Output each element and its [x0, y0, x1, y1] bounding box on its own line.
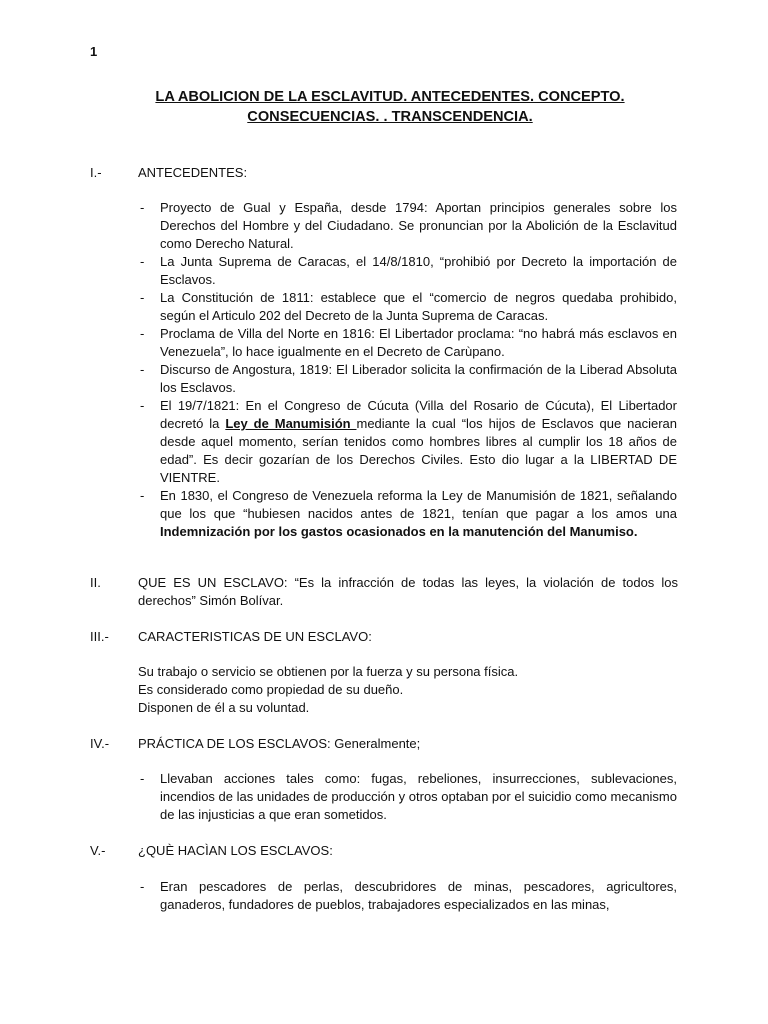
- section-number: III.-: [90, 629, 109, 644]
- section-text: QUE ES UN ESCLAVO: “Es la infracción de todas las leyes, la violación de todos los derechos” Simón Bolívar.: [138, 575, 678, 608]
- list-item-junta-suprema: [140, 253, 677, 289]
- list-item-gual-espana: [140, 199, 677, 253]
- list-item-text: Proclama de Villa del Norte en 1816: El Libertador proclama: “no habrá más esclavos en Venezuela”, lo hace igualmente en el Decreto de Carùpano.: [160, 326, 677, 359]
- section-heading: ¿QUÈ HACÌAN LOS ESCLAVOS:: [138, 843, 333, 858]
- section-number: IV.-: [90, 736, 110, 751]
- bullet-dash: -: [140, 488, 145, 503]
- bullet-dash: -: [140, 398, 145, 413]
- text-line: Disponen de él a su voluntad.: [138, 700, 310, 715]
- bullet-dash: -: [140, 326, 145, 341]
- bullet-dash: -: [140, 771, 145, 786]
- list-item-constitucion-1811: [140, 289, 677, 325]
- bullet-dash: -: [140, 254, 145, 269]
- document-title-line-1: LA ABOLICION DE LA ESCLAVITUD. ANTECEDENTES. CONCEPTO.: [155, 89, 625, 105]
- bullet-dash: -: [140, 362, 145, 377]
- page-number: 1: [90, 44, 98, 59]
- list-item-villa-del-norte: [140, 325, 677, 361]
- indemnizacion-emphasis: Indemnización por los gastos ocasionados en la manutención del Manumiso.: [160, 524, 638, 539]
- section-number: I.-: [90, 165, 102, 180]
- list-item-oficios: [140, 878, 677, 914]
- list-item-acciones: [140, 770, 677, 824]
- bullet-dash: -: [140, 200, 145, 215]
- list-item-congreso-1830: [140, 487, 677, 541]
- caracteristicas-paragraph: [138, 663, 678, 717]
- list-item-text: [160, 397, 677, 487]
- list-item-text: Discurso de Angostura, 1819: El Liberador solicita la confirmación de la Liberad Absoluta los Esclavos.: [160, 362, 677, 395]
- text-line: Es considerado como propiedad de su dueño.: [138, 682, 404, 697]
- list-item-text: La Constitución de 1811: establece que el “comercio de negros quedaba prohibido, según el Articulo 202 del Decreto de la Junta Suprema de Caracas.: [160, 290, 677, 323]
- list-item-text: Eran pescadores de perlas, descubridores de minas, pescadores, agricultores, ganaderos, fundadores de pueblos, trabajadores especializados en las minas,: [160, 879, 677, 912]
- text-run: mediante la cual “los hijos de Esclavos que nacieran desde aquel momento, serían tenidos como hombres libres al cumplir los 18 años de edad”. Es decir gozarían de los Derechos Civiles. Esto dio lugar a la LIBERTAD DE VIENTRE.: [160, 416, 678, 485]
- text-line: Su trabajo o servicio se obtienen por la fuerza y su persona física.: [138, 664, 519, 679]
- list-item-angostura: [140, 361, 677, 397]
- list-item-text: Proyecto de Gual y España, desde 1794: Aportan principios generales sobre los Derechos del Hombre y del Ciudadano. Se pronuncian por la Abolición de la Esclavitud como Derecho Natural.: [160, 200, 677, 251]
- document-title-line-2: CONSECUENCIAS. . TRANSCENDENCIA.: [247, 109, 533, 125]
- list-item-text: La Junta Suprema de Caracas, el 14/8/1810, “prohibió por Decreto la importación de Esclavos.: [160, 254, 677, 287]
- list-item-text: Llevaban acciones tales como: fugas, rebeliones, insurrecciones, sublevaciones, incendios de las unidades de producción y otros optaban por el suicidio como mecanismo de las injusticias a que eran sometidos.: [160, 771, 677, 822]
- bullet-dash: -: [140, 290, 145, 305]
- section-heading: PRÁCTICA DE LOS ESCLAVOS: Generalmente;: [138, 736, 421, 751]
- section-heading: ANTECEDENTES:: [138, 165, 248, 180]
- list-item-text: [160, 487, 677, 541]
- section-number: V.-: [90, 843, 106, 858]
- text-run: En 1830, el Congreso de Venezuela reforma la Ley de Manumisión de 1821, señalando que los que “hubiesen nacidos antes de 1821, tenían que pagar a los amos una: [160, 488, 677, 521]
- bullet-dash: -: [140, 879, 145, 894]
- list-item-congreso-cucuta: [140, 397, 677, 487]
- ley-manumision-emphasis: Ley de Manumisión: [225, 416, 357, 431]
- section-heading: CARACTERISTICAS DE UN ESCLAVO:: [138, 629, 372, 644]
- section-number: II.: [90, 575, 101, 590]
- text-run: El 19/7/1821: En el Congreso de Cúcuta (Villa del Rosario de Cúcuta), El Libertador decretó la: [160, 398, 677, 431]
